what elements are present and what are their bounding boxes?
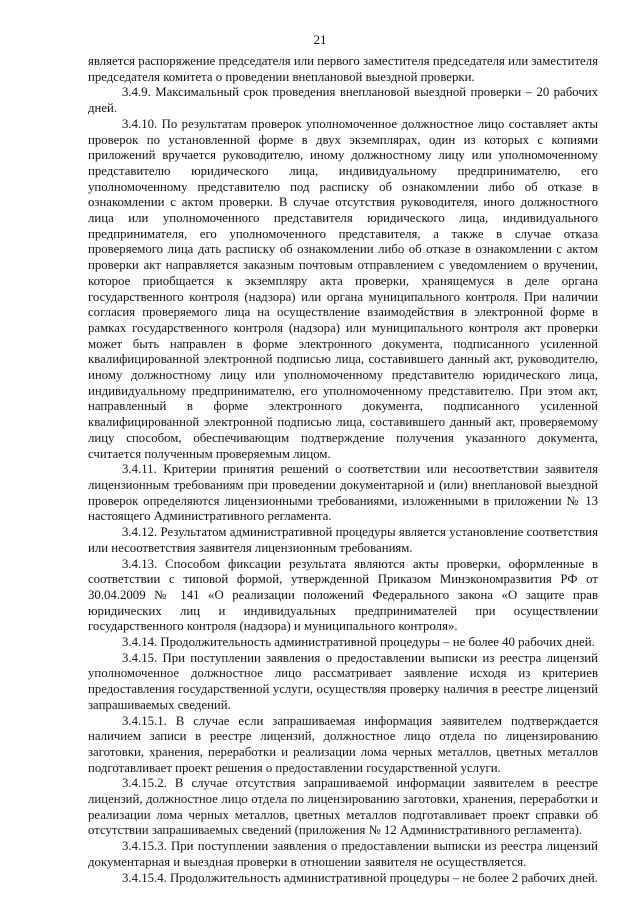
paragraph-3-4-15-3: 3.4.15.3. При поступлении заявления о предоставлении выписки из реестра лицензий документарная и выездная проверки в отношении заявителя не осуществляется. (88, 839, 598, 869)
paragraph-3-4-15-4: 3.4.15.4. Продолжительность административной процедуры – не более 2 рабочих дней. (122, 870, 598, 885)
paragraph-3-4-13: 3.4.13. Способом фиксации результата являются акты проверки, оформленные в соответствии с типовой формой, утвержденной Приказом Минэкономразвития РФ от 30.04.2009 № 141 «О реализации положений Федерального закона «О защите прав юридических лиц и индивидуальных предпринимателей при осуществлении государственного контроля (надзора) и муниципального контроля». (88, 556, 598, 634)
paragraph-3-4-10: 3.4.10. По результатам проверок уполномоченное должностное лицо составляет акты проверок по установленной форме в двух экземплярах, один из которых с копиями приложений вручается руководителю, иному должностному лицу или уполномоченному представителю юридического лица, индивидуальному предпринимателю, его уполномоченному представителю под расписку об ознакомлении либо об отказе в ознакомлении с актом проверки. В случае отсутствия руководителя, иного должностного лица или уполномоченного представителя юридического лица, индивидуального предпринимателя, его уполномоченного представителя, а также в случае отказа проверяемого лица дать расписку об ознакомлении либо об отказе в ознакомлении с актом проверки акт направляется заказным почтовым отправлением с уведомлением о вручении, которое приобщается к экземпляру акта проверки, хранящемуся в деле органа государственного контроля (надзора) или органа муниципального контроля. При наличии согласия проверяемого лица на осуществление взаимодействия в электронной форме в рамках государственного контроля (надзора) или муниципального контроля акт проверки может быть направлен в форме электронного документа, подписанного усиленной квалифицированной электронной подписью лица, составившего данный акт, руководителю, иному должностному лицу или уполномоченному представителю юридического лица, индивидуальному предпринимателю, его уполномоченному представителю. При этом акт, направленный в форме электронного документа, подписанного усиленной квалифицированной электронной подписью лица, составившего данный акт, проверяемому лицу способом, обеспечивающим подтверждение получения указанного документа, считается полученным проверяемым лицом. (88, 116, 598, 461)
paragraph-3-4-15-2: 3.4.15.2. В случае отсутствия запрашиваемой информации заявителем в реестре лицензий, должностное лицо отдела по лицензированию заготовки, хранения, переработки и реализации лома черных металлов, цветных металлов подготавливает проект справки об отсутствии запрашиваемых сведений (приложения № 12 Административного регламента). (88, 776, 598, 838)
page-number: 21 (313, 32, 327, 47)
paragraph-3-4-15-1: 3.4.15.1. В случае если запрашиваемая информация заявителем подтверждается наличием записи в реестре лицензий, должностное лицо отдела по лицензированию заготовки, хранения, переработки и реализации лома черных металлов, цветных металлов подготавливает проект решения о предоставлении государственной услуги. (88, 713, 598, 775)
paragraph-3-4-15: 3.4.15. При поступлении заявления о предоставлении выписки из реестра лицензий уполномоченное должностное лицо рассматривает заявление исходя из критериев предоставления государственной услуги, осуществляя проверку наличия в реестре лицензий запрашиваемых сведений. (88, 650, 598, 712)
paragraph-3-4-14: 3.4.14. Продолжительность административной процедуры – не более 40 рабочих дней. (122, 635, 595, 650)
document-body (88, 54, 598, 886)
paragraph-3-4-11: 3.4.11. Критерии принятия решений о соответствии или несоответствии заявителя лицензионным требованиям при проведении документарной и (или) внеплановой выездной проверок определяются лицензионными требованиями, изложенными в приложении № 13 настоящего Административного регламента. (88, 462, 598, 524)
paragraph-3-4-9: 3.4.9. Максимальный срок проведения внеплановой выездной проверки – 20 рабочих дней. (88, 85, 598, 116)
paragraph-continuation: является распоряжение председателя или первого заместителя председателя или заместителя председателя комитета о проведении внеплановой выездной проверки. (88, 54, 598, 84)
paragraph-3-4-12: 3.4.12. Результатом административной процедуры является установление соответствия или несоответствия заявителя лицензионным требованиям. (88, 525, 598, 555)
